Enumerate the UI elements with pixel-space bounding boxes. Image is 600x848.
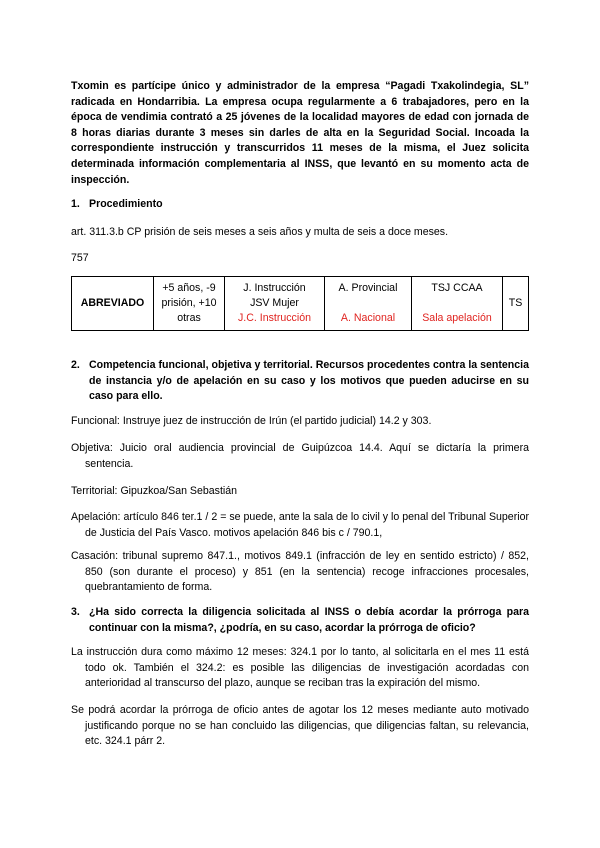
table-cell-instruction — [225, 277, 325, 331]
section-2-title: Competencia funcional, objetiva y territorial. Recursos procedentes contra la sentencia de instancia y/o de apelación en su caso y los motivos que pueden aducirse en su caso para ello. — [89, 359, 529, 403]
section-2-funcional: Funcional: Instruye juez de instrucción de Irún (el partido judicial) 14.2 y 303. — [71, 415, 432, 427]
table-cell-line: TSJ CCAA — [431, 282, 483, 294]
section-1-title: Procedimiento — [89, 198, 163, 210]
section-3-number: 3. — [71, 606, 80, 618]
section-2-territorial: Territorial: Gipuzkoa/San Sebastián — [71, 485, 238, 497]
intro-paragraph: Txomin es partícipe único y administrador de la empresa “Pagadi Txakolindegia, SL” radicada en Hondarribia. La empresa ocupa regularmente a 6 trabajadores, pero en la época de vendimia contrató a 25 jóvenes de la localidad mayores de edad con jornada de 8 horas diarias durante 3 meses sin darles de alta en la Seguridad Social. Incoada la correspondiente instrucción y transcurridos 11 meses de la misma, el Juez solicita determinada información complementaria al INSS, que levantó en su momento acta de inspección. — [71, 80, 529, 186]
section-2-casacion: Casación: tribunal supremo 847.1., motivos 849.1 (infracción de ley en sentido estricto) / 852, 850 (son durante el proceso) y 851 (en la sentencia) recoge infracciones procesales, quebrantamiento de forma. — [71, 550, 529, 594]
section-3-paragraph-1: La instrucción dura como máximo 12 meses: 324.1 por lo tanto, al solicitarla en el mes 11 está todo ok. También el 324.2: es posible las diligencias de investigación acordadas con anterioridad al transcurso del plazo, aunque se reciban tras la expiración del mismo. — [71, 646, 529, 690]
section-2-number: 2. — [71, 359, 80, 371]
table-cell-line: J. Instrucción — [243, 282, 306, 294]
table-cell-abreviado: ABREVIADO — [72, 277, 154, 331]
table-cell-audiencia — [325, 277, 412, 331]
section-3-heading — [71, 605, 529, 636]
table-cell-line: prisión, +10 — [161, 297, 217, 309]
section-2-heading — [71, 358, 529, 405]
table-cell-line: A. Provincial — [338, 282, 398, 294]
section-3-title: ¿Ha sido correcta la diligencia solicitada al INSS o debía acordar la prórroga para continuar con la misma?, ¿podría, en su caso, acordar la prórroga de oficio? — [89, 606, 529, 634]
section-2-objetiva: Objetiva: Juicio oral audiencia provincial de Guipúzcoa 14.4. Aquí se dictaría la primera sentencia. — [71, 442, 529, 470]
section-3-paragraph-2: Se podrá acordar la prórroga de oficio antes de agotar los 12 meses mediante auto motivado justificando porque no se han concluido las diligencias, que diligencias faltan, su relevancia, etc. 324.1 párr 2. — [71, 704, 529, 748]
table-cell-line: JSV Mujer — [250, 297, 299, 309]
table-cell-line-red: Sala apelación — [422, 312, 492, 324]
section-2-apelacion: Apelación: artículo 846 ter.1 / 2 = se puede, ante la sala de lo civil y lo penal del Tribunal Superior de Justicia del País Vasco. motivos apelación 846 bis c / 790.1, — [71, 511, 529, 539]
table-cell-penalty — [154, 277, 225, 331]
table-cell-line: +5 años, -9 — [162, 282, 216, 294]
section-1-number: 1. — [71, 198, 80, 210]
table-cell-line-red: A. Nacional — [340, 312, 396, 324]
table-cell-tsj — [412, 277, 503, 331]
table-cell-ts: TS — [503, 277, 529, 331]
table-cell-line-red: J.C. Instrucción — [237, 312, 311, 324]
table-row — [72, 277, 529, 331]
section-1-reference: 757 — [71, 252, 89, 264]
table-cell-line: otras — [177, 312, 201, 324]
procedure-table — [71, 276, 529, 331]
section-1-article: art. 311.3.b CP prisión de seis meses a seis años y multa de seis a doce meses. — [71, 226, 449, 238]
